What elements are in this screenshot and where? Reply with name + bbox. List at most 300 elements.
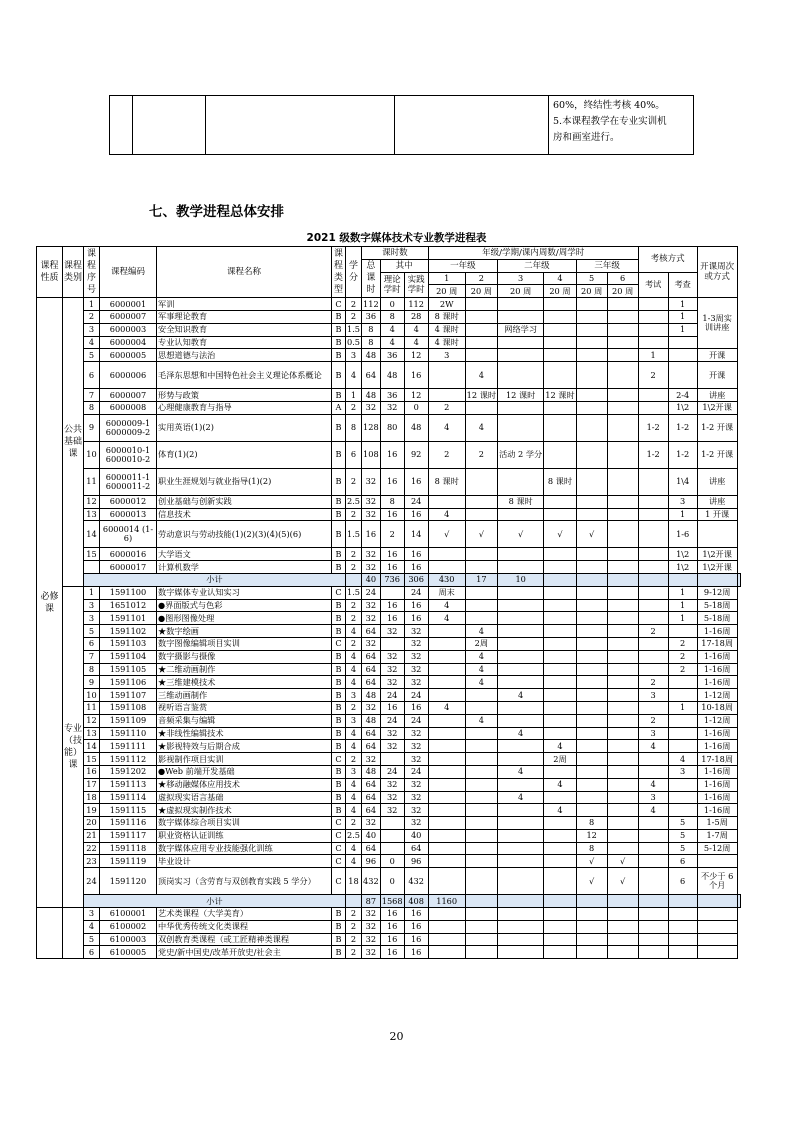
course-code-cell: 6000006 [100, 362, 157, 389]
course-name-cell: 大学语文 [157, 548, 332, 561]
semester-cell [498, 599, 544, 612]
credit-cell: 3 [346, 765, 362, 778]
course-code-cell: 1591120 [100, 868, 157, 895]
course-type-cell: B [332, 778, 346, 791]
semester-cell [544, 765, 576, 778]
exam-cell [638, 336, 668, 349]
semester-cell [607, 599, 638, 612]
total-hours-cell: 32 [362, 548, 381, 561]
seq-cell: 15 [84, 753, 100, 766]
course-name-cell: 职业资格认证训练 [157, 829, 332, 842]
check-cell: 1\2 [668, 401, 697, 414]
practice-hours-cell: 12 [404, 389, 428, 402]
table-row [37, 714, 741, 727]
exam-cell [638, 753, 668, 766]
course-name-cell: ★三维建模技术 [157, 676, 332, 689]
semester-cell [544, 323, 576, 336]
semester-cell [576, 946, 607, 959]
course-type-cell: B [332, 650, 346, 663]
subtotal-semester [638, 573, 668, 586]
course-name-cell: 数字图像编辑项目实训 [157, 637, 332, 650]
total-hours-cell: 32 [362, 753, 381, 766]
theory-hours-cell: 80 [380, 414, 404, 441]
semester-cell [428, 933, 465, 946]
course-type-cell: A [332, 401, 346, 414]
timing-cell: 5-18周 [697, 612, 737, 625]
credit-cell: 4 [346, 791, 362, 804]
practice-hours-cell: 16 [404, 362, 428, 389]
semester-cell [428, 791, 465, 804]
practice-hours-cell: 112 [404, 298, 428, 311]
total-hours-cell: 32 [362, 933, 381, 946]
semester-cell: 2W [428, 298, 465, 311]
total-hours-cell: 64 [362, 778, 381, 791]
table-row [37, 765, 741, 778]
semester-cell [465, 933, 497, 946]
table-row [37, 323, 741, 336]
semester-cell: 2 [465, 441, 497, 468]
semester-cell [544, 791, 576, 804]
semester-cell [465, 804, 497, 817]
course-name-cell: ●界面版式与色彩 [157, 599, 332, 612]
course-type-cell: C [332, 868, 346, 895]
table-row [37, 401, 741, 414]
semester-cell [576, 689, 607, 702]
semester-cell [544, 561, 576, 574]
semester-cell: 4 [465, 414, 497, 441]
header-credits: 学分 [346, 247, 362, 298]
check-cell [668, 920, 697, 933]
theory-hours-cell: 32 [380, 663, 404, 676]
total-hours-cell: 48 [362, 349, 381, 362]
exam-cell [638, 521, 668, 548]
credit-cell: 0.5 [347, 336, 361, 347]
practice-hours-cell: 16 [404, 701, 428, 714]
credit-cell: 2 [346, 701, 362, 714]
semester-cell: √ [428, 521, 465, 548]
course-code-cell: 6000005 [100, 349, 157, 362]
semester-cell: 4 课时 [428, 323, 465, 336]
theory-hours-cell: 32 [380, 791, 404, 804]
practice-hours-cell: 32 [404, 778, 428, 791]
semester-cell [465, 701, 497, 714]
semester-cell [576, 310, 607, 323]
theory-hours-cell [380, 817, 404, 830]
semester-cell [428, 663, 465, 676]
header-course-name: 课程名称 [157, 247, 332, 298]
semester-cell [576, 804, 607, 817]
course-code-cell: 6100001 [100, 908, 157, 921]
semester-cell [428, 561, 465, 574]
semester-cell [607, 414, 638, 441]
header-schedule: 年级/学期/课内周数/周学时 [428, 247, 638, 260]
timing-cell: 1\2开课 [697, 401, 737, 414]
timing-cell: 开课 [697, 349, 737, 362]
semester-cell [498, 868, 544, 895]
semester-cell [544, 946, 576, 959]
exam-cell: 2 [638, 625, 668, 638]
semester-cell [576, 908, 607, 921]
timing-cell: 1-16周 [697, 625, 737, 638]
practice-hours-cell: 16 [404, 908, 428, 921]
semester-cell [465, 946, 497, 959]
timing-cell: 10-18周 [697, 701, 737, 714]
semester-cell: 4 [498, 689, 544, 702]
credit-cell: 2 [346, 468, 362, 495]
subtotal-exam [668, 573, 697, 586]
semester-cell: 2 [428, 441, 465, 468]
credit-cell: 2 [346, 933, 362, 946]
seq-cell: 3 [84, 612, 100, 625]
course-code-cell: 6000016 [100, 548, 157, 561]
semester-cell [498, 561, 544, 574]
semester-cell [607, 548, 638, 561]
semester-cell [498, 548, 544, 561]
seq-cell: 4 [84, 920, 100, 933]
seq-cell: 20 [84, 817, 100, 830]
course-type-cell: B [332, 548, 346, 561]
semester-cell [498, 362, 544, 389]
table-row [37, 349, 741, 362]
exam-cell: 2 [638, 714, 668, 727]
exam-cell [638, 586, 668, 599]
exam-cell [638, 868, 668, 895]
theory-hours-cell: 32 [380, 401, 404, 414]
table-row [37, 740, 741, 753]
semester-cell [465, 817, 497, 830]
theory-hours-cell: 4 [380, 323, 404, 336]
header-semester: 1 [428, 272, 465, 285]
credit-cell: 4 [346, 804, 362, 817]
check-cell: 4 [668, 753, 697, 766]
practice-hours-cell: 32 [404, 676, 428, 689]
exam-cell [638, 842, 668, 855]
semester-cell [576, 637, 607, 650]
table-row [37, 908, 741, 921]
check-cell [668, 740, 697, 753]
check-cell [668, 362, 697, 389]
table-row [37, 791, 741, 804]
check-cell: 3 [668, 765, 697, 778]
theory-hours-cell: 24 [380, 714, 404, 727]
timing-cell: 1-16周 [697, 791, 737, 804]
total-hours-cell: 64 [362, 625, 381, 638]
semester-cell: 12 课时 [498, 389, 544, 402]
subtotal-credit: 87 [362, 895, 381, 908]
note-line: 房和画室进行。 [553, 132, 620, 143]
semester-cell [544, 868, 576, 895]
table-row [37, 561, 741, 574]
semester-cell [544, 441, 576, 468]
check-cell: 1 [668, 599, 697, 612]
semester-cell [465, 740, 497, 753]
exam-cell: 3 [638, 791, 668, 804]
seq-cell: 6 [84, 362, 100, 389]
table-row [37, 753, 741, 766]
credit-cell: 4 [346, 727, 362, 740]
course-code-cell: 6100002 [100, 920, 157, 933]
semester-cell: 4 [428, 508, 465, 521]
practice-hours-cell: 32 [404, 791, 428, 804]
course-type-cell: B [332, 727, 346, 740]
check-cell [668, 791, 697, 804]
semester-cell [498, 933, 544, 946]
table-row [37, 637, 741, 650]
semester-cell [498, 778, 544, 791]
semester-cell [465, 829, 497, 842]
semester-cell [576, 548, 607, 561]
course-name-cell: ★虚拟现实制作技术 [157, 804, 332, 817]
check-cell: 5 [668, 817, 697, 830]
theory-hours-cell: 36 [380, 349, 404, 362]
exam-cell: 2 [638, 676, 668, 689]
semester-cell [465, 765, 497, 778]
table-row [37, 701, 741, 714]
seq-cell: 12 [84, 495, 100, 508]
course-type-cell: B [332, 676, 346, 689]
header-weeks: 20 周 [498, 285, 544, 298]
course-code-cell: 1591103 [100, 637, 157, 650]
semester-cell [607, 389, 638, 402]
theory-hours-cell: 16 [380, 933, 404, 946]
timing-cell: 1-7周 [697, 829, 737, 842]
semester-cell [465, 401, 497, 414]
semester-cell [498, 753, 544, 766]
seq-cell: 24 [84, 868, 100, 895]
timing-cell: 1-16周 [697, 727, 737, 740]
table-row [37, 612, 741, 625]
subtotal-practice: 430 [428, 573, 465, 586]
check-cell [668, 689, 697, 702]
semester-cell [428, 804, 465, 817]
theory-hours-cell: 16 [380, 920, 404, 933]
course-name-cell: 安全知识教育 [157, 323, 332, 336]
table-body [37, 298, 741, 959]
credit-cell: 2 [346, 920, 362, 933]
theory-hours-cell: 16 [380, 599, 404, 612]
course-type-cell: B [332, 336, 346, 349]
exam-cell [638, 323, 668, 336]
semester-cell [498, 701, 544, 714]
course-name-cell: 军训 [157, 298, 332, 311]
timing-cell [697, 521, 737, 548]
total-hours-cell: 64 [362, 676, 381, 689]
semester-cell [498, 310, 544, 323]
group-elective-category [63, 908, 84, 959]
semester-cell [607, 637, 638, 650]
check-cell [668, 778, 697, 791]
header-theory-hours: 理论学时 [380, 272, 404, 298]
semester-cell [607, 310, 638, 323]
subtotal-s1: 17 [465, 573, 497, 586]
timing-cell: 1-16周 [697, 650, 737, 663]
timing-cell: 开课 [697, 362, 737, 389]
semester-cell [465, 586, 497, 599]
semester-cell [544, 336, 576, 349]
semester-cell [498, 414, 544, 441]
semester-cell [607, 842, 638, 855]
semester-cell: 2周 [465, 637, 497, 650]
practice-hours-cell: 24 [404, 714, 428, 727]
semester-cell: 4 [428, 612, 465, 625]
total-hours-cell: 64 [362, 740, 381, 753]
note-line: 5.本课程教学在专业实训机 [553, 116, 667, 127]
semester-cell [607, 612, 638, 625]
table-row [37, 362, 741, 389]
table-row [37, 920, 741, 933]
check-cell: 1 [668, 508, 697, 521]
theory-hours-cell: 8 [380, 495, 404, 508]
semester-cell [498, 612, 544, 625]
course-type-cell: C [332, 817, 346, 830]
table-row [37, 689, 741, 702]
total-hours-cell: 128 [362, 414, 381, 441]
check-cell: 2 [668, 637, 697, 650]
exam-cell [638, 389, 668, 402]
header-year-1: 一年级 [428, 259, 497, 272]
timing-cell: 5-18周 [697, 599, 737, 612]
previous-table-fragment [109, 95, 694, 155]
exam-cell [638, 663, 668, 676]
total-hours-cell: 32 [362, 508, 381, 521]
timing-cell [697, 855, 737, 868]
table-row [37, 586, 741, 599]
total-hours-cell: 64 [362, 650, 381, 663]
practice-hours-cell: 28 [404, 310, 428, 323]
theory-hours-cell [380, 753, 404, 766]
course-name-cell: ★影视特效与后期合成 [157, 740, 332, 753]
semester-cell [607, 778, 638, 791]
practice-hours-cell: 32 [404, 727, 428, 740]
semester-cell [544, 310, 576, 323]
practice-hours-cell: 32 [404, 637, 428, 650]
timing-cell: 5-12周 [697, 842, 737, 855]
practice-hours-cell: 16 [404, 933, 428, 946]
semester-cell: 8 课时 [428, 468, 465, 495]
course-code-cell: 6000001 [100, 298, 157, 311]
exam-cell [638, 561, 668, 574]
theory-hours-cell: 32 [380, 625, 404, 638]
table-row [37, 414, 741, 441]
header-exam: 考试 [638, 272, 668, 298]
semester-cell [465, 298, 497, 311]
semester-cell [498, 946, 544, 959]
theory-hours-cell [380, 829, 404, 842]
semester-cell [428, 946, 465, 959]
semester-cell [544, 362, 576, 389]
course-name-cell: 数字摄影与摄像 [157, 650, 332, 663]
check-cell [668, 908, 697, 921]
total-hours-cell: 48 [362, 689, 381, 702]
semester-cell [544, 548, 576, 561]
theory-hours-cell: 32 [380, 804, 404, 817]
timing-cell: 1-3周实训讲座 [697, 298, 737, 349]
semester-cell: 3 [428, 349, 465, 362]
seq-cell: 12 [84, 714, 100, 727]
timing-cell: 1\2开课 [697, 548, 737, 561]
header-weeks: 20 周 [544, 285, 576, 298]
semester-cell [607, 586, 638, 599]
credit-cell: 2 [346, 946, 362, 959]
seq-cell: 6 [84, 946, 100, 959]
check-cell [668, 804, 697, 817]
seq-cell: 1 [84, 586, 100, 599]
semester-cell [576, 740, 607, 753]
semester-cell [428, 650, 465, 663]
total-hours-cell: 64 [362, 842, 381, 855]
semester-cell [576, 791, 607, 804]
table-row [37, 855, 741, 868]
seq-cell: 10 [84, 441, 100, 468]
theory-hours-cell: 2 [380, 521, 404, 548]
semester-cell [544, 817, 576, 830]
check-cell [668, 625, 697, 638]
table-row [37, 495, 741, 508]
semester-cell [498, 842, 544, 855]
subtotal-semester [498, 895, 544, 908]
header-year-2: 二年级 [498, 259, 577, 272]
table-row [37, 625, 741, 638]
timing-cell: 1-12周 [697, 714, 737, 727]
semester-cell: √ [465, 521, 497, 548]
section-heading: 七、教学进程总体安排 [149, 204, 284, 220]
credit-cell: 2 [346, 561, 362, 574]
semester-cell [607, 336, 638, 349]
exam-cell [638, 637, 668, 650]
exam-cell [638, 701, 668, 714]
semester-cell: √ [576, 521, 607, 548]
seq-cell: 9 [84, 414, 100, 441]
subtotal-exam [668, 895, 697, 908]
course-code-cell: 6000017 [100, 561, 157, 574]
semester-cell: 4 [498, 791, 544, 804]
total-hours-cell: 36 [362, 310, 381, 323]
seq-cell: 2 [84, 310, 100, 323]
header-total-hours: 总课时 [362, 259, 381, 297]
semester-cell [498, 714, 544, 727]
semester-cell [607, 727, 638, 740]
table-row [37, 933, 741, 946]
semester-cell [544, 701, 576, 714]
semester-cell [576, 714, 607, 727]
exam-cell [638, 310, 668, 323]
semester-cell [428, 676, 465, 689]
semester-cell [544, 650, 576, 663]
course-type-cell: B [332, 521, 346, 548]
credit-cell: 2.5 [347, 830, 361, 841]
total-hours-cell: 112 [363, 298, 379, 309]
exam-cell [638, 920, 668, 933]
course-code-cell: 1591109 [100, 714, 157, 727]
credit-cell: 8 [346, 414, 362, 441]
semester-cell: 4 [465, 650, 497, 663]
semester-cell [465, 468, 497, 495]
semester-cell [544, 920, 576, 933]
semester-cell: 4 [544, 778, 576, 791]
semester-cell: 2周 [544, 753, 576, 766]
subtotal-row [37, 573, 741, 586]
semester-cell: 4 [428, 599, 465, 612]
theory-hours-cell: 16 [380, 946, 404, 959]
course-name-cell: 党史/新中国史/改革开放史/社会主 [157, 946, 332, 959]
course-type-cell: B [332, 933, 346, 946]
seq-cell: 5 [84, 625, 100, 638]
semester-cell [428, 908, 465, 921]
semester-cell [465, 612, 497, 625]
course-type-cell: B [332, 701, 346, 714]
timing-cell: 1-16周 [697, 778, 737, 791]
seq-cell: 19 [84, 804, 100, 817]
